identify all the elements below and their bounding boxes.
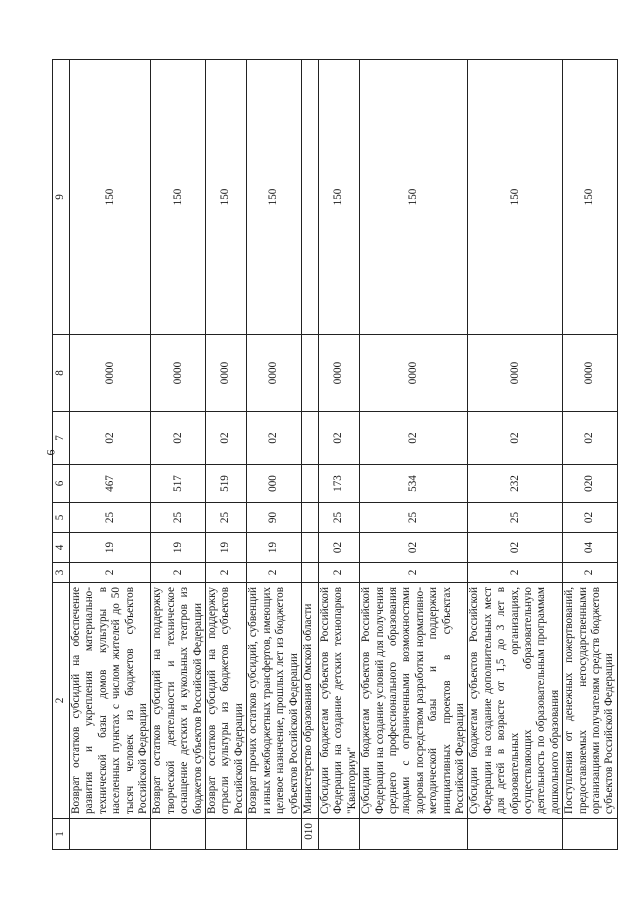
code-subarticle: 534 bbox=[360, 465, 468, 503]
code-subgroup: 02 bbox=[360, 533, 468, 563]
code-program: 0000 bbox=[563, 335, 618, 412]
code-article: 25 bbox=[70, 503, 151, 533]
code-subarticle: 020 bbox=[563, 465, 618, 503]
code-article: 25 bbox=[151, 503, 206, 533]
admin-code bbox=[151, 819, 206, 850]
code-subgroup: 19 bbox=[70, 533, 151, 563]
code-subgroup: 02 bbox=[318, 533, 359, 563]
code-subarticle bbox=[301, 465, 318, 503]
income-description: Возврат остатков субсидий на поддержку творческой деятельности и техническое оснащение детских и кукольных театров из бюджетов субъектов Российской Федерации bbox=[151, 583, 206, 819]
code-economic: 150 bbox=[151, 60, 206, 335]
code-element: 02 bbox=[563, 412, 618, 465]
code-subarticle: 519 bbox=[206, 465, 247, 503]
admin-code bbox=[563, 819, 618, 850]
admin-code bbox=[360, 819, 468, 850]
admin-code bbox=[468, 819, 563, 850]
income-description: Субсидии бюджетам субъектов Российской Федерации на создание детских технопарков "Кванториум" bbox=[318, 583, 359, 819]
table-row bbox=[151, 60, 206, 850]
code-group: 2 bbox=[206, 563, 247, 583]
table-row-ministry bbox=[301, 60, 318, 850]
code-article: 25 bbox=[468, 503, 563, 533]
code-program: 0000 bbox=[360, 335, 468, 412]
income-description: Возврат прочих остатков субсидий, субвенций и иных межбюджетных трансфертов, имеющих целевое назначение, прошлых лет из бюджетов субъектов Российской Федерации bbox=[247, 583, 302, 819]
code-group: 2 bbox=[318, 563, 359, 583]
code-group: 2 bbox=[468, 563, 563, 583]
code-group: 2 bbox=[151, 563, 206, 583]
table-row bbox=[318, 60, 359, 850]
code-economic: 150 bbox=[563, 60, 618, 335]
code-element: 02 bbox=[151, 412, 206, 465]
table-row bbox=[563, 60, 618, 850]
income-description: Субсидии бюджетам субъектов Российской Федерации на создание условий для получения среднего профессионального образования людьми с ограниченными возможностями здоровья посредством разработки нормативно-методической базы и поддержки инициативных проектов в субъектах Российской Федерации bbox=[360, 583, 468, 819]
code-subgroup bbox=[301, 533, 318, 563]
header-row bbox=[53, 60, 70, 850]
code-economic: 150 bbox=[360, 60, 468, 335]
code-element: 02 bbox=[70, 412, 151, 465]
header-col-9: 9 bbox=[53, 60, 70, 335]
code-program: 0000 bbox=[151, 335, 206, 412]
header-col-1: 1 bbox=[53, 819, 70, 850]
code-economic: 150 bbox=[70, 60, 151, 335]
code-subgroup: 02 bbox=[468, 533, 563, 563]
code-economic: 150 bbox=[468, 60, 563, 335]
header-col-4: 4 bbox=[53, 533, 70, 563]
admin-code: 010 bbox=[301, 819, 318, 850]
code-group: 2 bbox=[70, 563, 151, 583]
code-article: 90 bbox=[247, 503, 302, 533]
header-col-8: 8 bbox=[53, 335, 70, 412]
code-economic: 150 bbox=[318, 60, 359, 335]
code-group: 2 bbox=[247, 563, 302, 583]
page-number: 6 bbox=[43, 449, 58, 456]
admin-code bbox=[206, 819, 247, 850]
code-economic bbox=[301, 60, 318, 335]
admin-code bbox=[318, 819, 359, 850]
code-group: 2 bbox=[563, 563, 618, 583]
code-subgroup: 19 bbox=[247, 533, 302, 563]
code-article: 25 bbox=[206, 503, 247, 533]
code-program: 0000 bbox=[247, 335, 302, 412]
code-subarticle: 467 bbox=[70, 465, 151, 503]
code-group bbox=[301, 563, 318, 583]
admin-code bbox=[247, 819, 302, 850]
income-description: Министерство образования Омской области bbox=[301, 583, 318, 819]
code-subarticle: 232 bbox=[468, 465, 563, 503]
code-subgroup: 19 bbox=[206, 533, 247, 563]
header-col-6: 6 bbox=[53, 465, 70, 503]
code-economic: 150 bbox=[206, 60, 247, 335]
code-subarticle: 517 bbox=[151, 465, 206, 503]
header-col-7: 7 bbox=[53, 412, 70, 465]
code-element: 02 bbox=[206, 412, 247, 465]
code-subgroup: 19 bbox=[151, 533, 206, 563]
code-economic: 150 bbox=[247, 60, 302, 335]
code-article: 02 bbox=[563, 503, 618, 533]
header-col-2: 2 bbox=[53, 583, 70, 819]
table-row bbox=[247, 60, 302, 850]
code-subarticle: 000 bbox=[247, 465, 302, 503]
income-description: Возврат остатков субсидий на поддержку отрасли культуры из бюджетов субъектов Российской Федерации bbox=[206, 583, 247, 819]
income-description: Субсидии бюджетам субъектов Российской Федерации на создание дополнительных мест для детей в возрасте от 1,5 до 3 лет в образовательных организациях, осуществляющих образовательную деятельность по образовательным программам дошкольного образования bbox=[468, 583, 563, 819]
code-article: 25 bbox=[318, 503, 359, 533]
code-element: 02 bbox=[318, 412, 359, 465]
code-program: 0000 bbox=[206, 335, 247, 412]
table-row bbox=[206, 60, 247, 850]
code-program: 0000 bbox=[468, 335, 563, 412]
table-row bbox=[360, 60, 468, 850]
code-program: 0000 bbox=[318, 335, 359, 412]
code-element: 02 bbox=[360, 412, 468, 465]
code-article: 25 bbox=[360, 503, 468, 533]
code-subarticle: 173 bbox=[318, 465, 359, 503]
income-description: Поступления от денежных пожертвований, предоставляемых негосударственными организациями получателям средств бюджетов субъектов Российской Федерации bbox=[563, 583, 618, 819]
header-col-3: 3 bbox=[53, 563, 70, 583]
code-element: 02 bbox=[468, 412, 563, 465]
code-group: 2 bbox=[360, 563, 468, 583]
rotated-table bbox=[52, 60, 616, 850]
header-col-5: 5 bbox=[53, 503, 70, 533]
code-element bbox=[301, 412, 318, 465]
code-subgroup: 04 bbox=[563, 533, 618, 563]
code-article bbox=[301, 503, 318, 533]
code-program bbox=[301, 335, 318, 412]
table-row bbox=[70, 60, 151, 850]
income-description: Возврат остатков субсидий на обеспечение развития и укрепления материально-технической базы домов культуры в населенных пунктах с числом жителей до 50 тысяч человек из бюджетов субъектов Российской Федерации bbox=[70, 583, 151, 819]
code-element: 02 bbox=[247, 412, 302, 465]
table-row bbox=[468, 60, 563, 850]
admin-code bbox=[70, 819, 151, 850]
budget-table bbox=[52, 59, 618, 850]
code-program: 0000 bbox=[70, 335, 151, 412]
